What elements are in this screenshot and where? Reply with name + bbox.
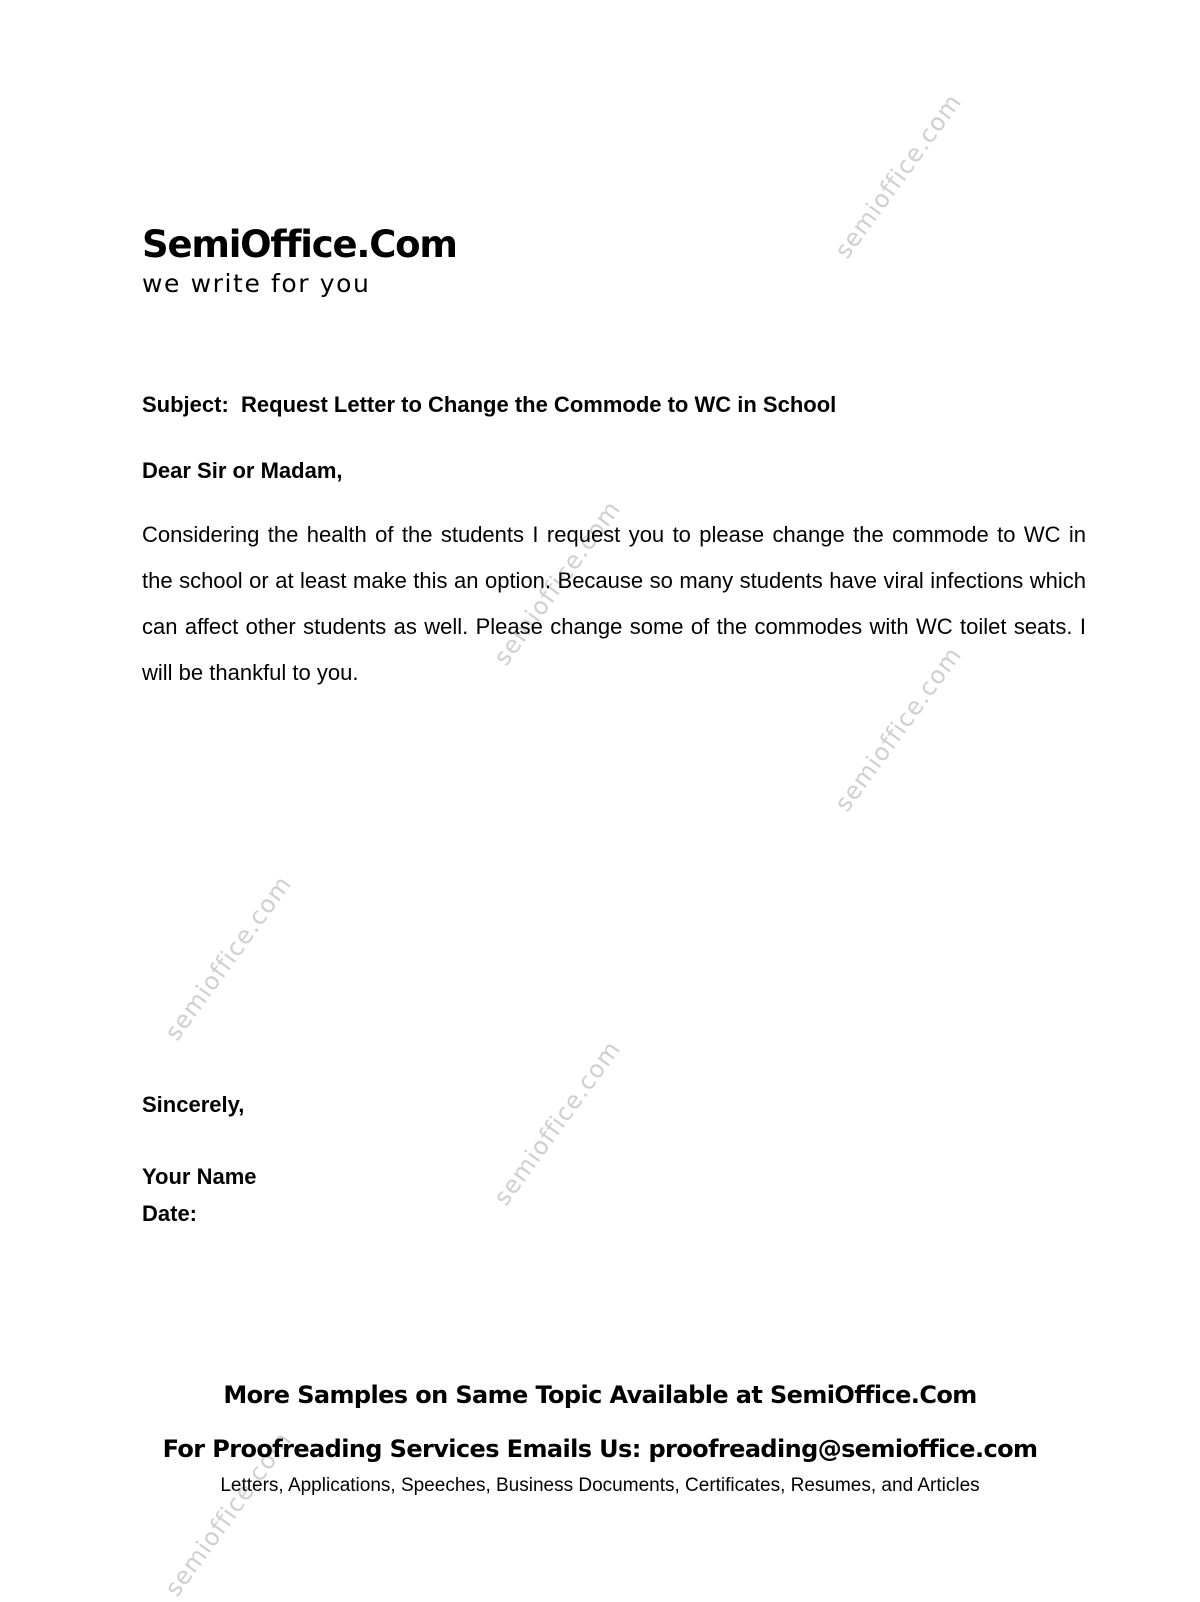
watermark: semioffice.com: [829, 641, 968, 817]
brand-name: SemiOffice.Com: [142, 223, 457, 266]
brand-tagline: we write for you: [142, 269, 371, 298]
footer-categories: Letters, Applications, Speeches, Business Documents, Certificates, Resumes, and Articles: [220, 1475, 980, 1496]
watermark: semioffice.com: [829, 88, 968, 264]
letter-closing: Sincerely,: [142, 1092, 245, 1117]
watermark: semioffice.com: [488, 495, 627, 671]
footer-proofreading: For Proofreading Services Emails Us: proofreading@semioffice.com: [162, 1435, 1038, 1463]
signature-name: Your Name: [142, 1164, 257, 1189]
letter-salutation: Dear Sir or Madam,: [142, 458, 343, 483]
signature-date: Date:: [142, 1201, 198, 1226]
letter-body: Considering the health of the students I request you to please change the commode to WC in the school or at least make this an option. Because so many students have viral infections which can affect other students as well. Please change some of the commodes with WC toilet seats. I will be thankful to you.: [142, 522, 1086, 685]
brand-header: [142, 223, 457, 298]
watermark: semioffice.com: [488, 1035, 627, 1211]
watermark: semioffice.com: [159, 1426, 298, 1602]
watermark: semioffice.com: [159, 870, 298, 1046]
footer-more-samples: More Samples on Same Topic Available at SemiOffice.Com: [223, 1381, 977, 1409]
letter-subject: Subject: Request Letter to Change the Commode to WC in School: [142, 392, 837, 417]
